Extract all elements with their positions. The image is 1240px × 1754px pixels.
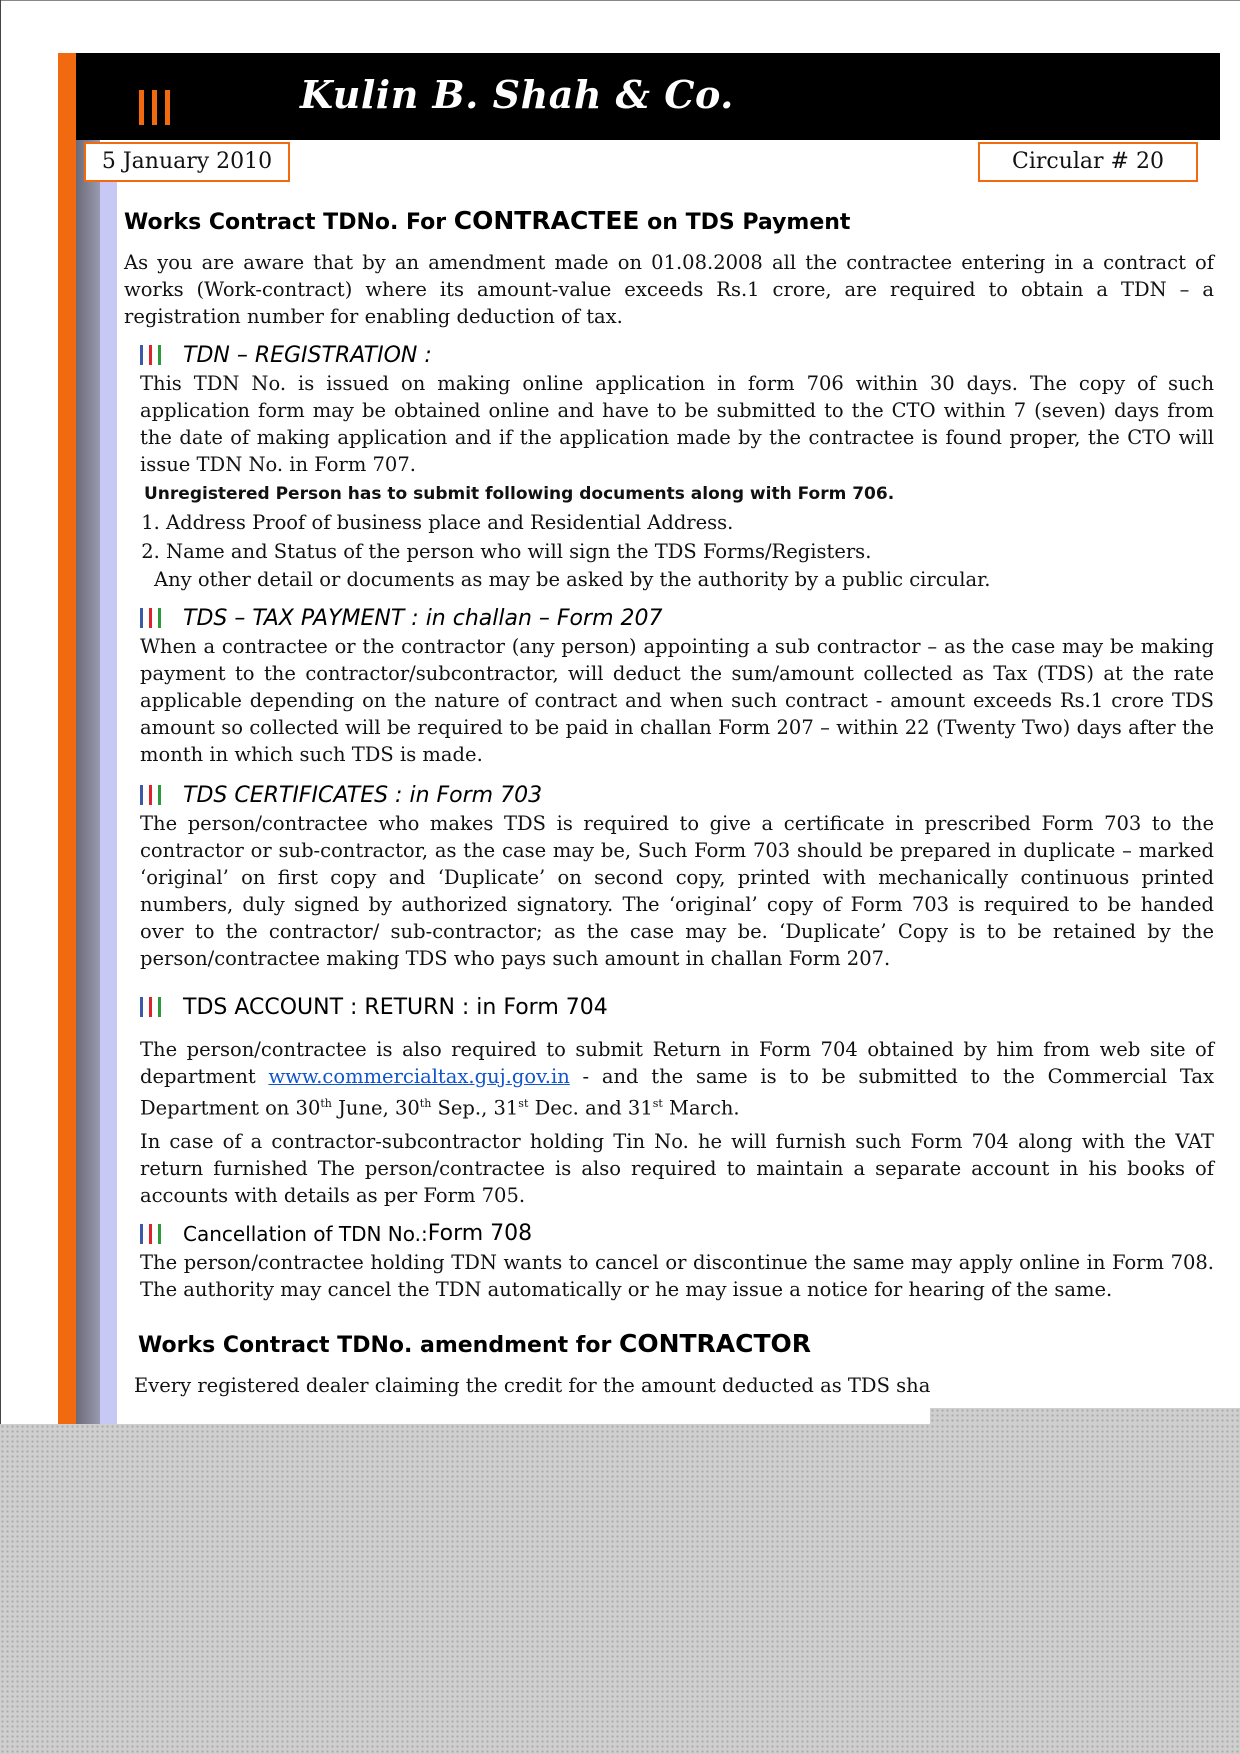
list-item: 2. Name and Status of the person who will sign the TDS Forms/Registers. bbox=[166, 537, 1214, 566]
account-text: The person/contractee is also required to submit Return in Form 704 obtained by him from web site of department bbox=[140, 1038, 1214, 1088]
second-heading-part1: Works Contract TDNo. amendment for bbox=[138, 1332, 619, 1358]
firm-name: Kulin B. Shah & Co. bbox=[300, 72, 734, 117]
section-heading bbox=[140, 780, 1214, 810]
footer-line: Every registered dealer claiming the credit for the amount deducted as TDS sha bbox=[134, 1373, 931, 1397]
date-box: 5 January 2010 bbox=[84, 142, 290, 182]
section-title: TDS – TAX PAYMENT : in challan – Form 207 bbox=[183, 605, 663, 631]
page-border-top bbox=[0, 0, 1240, 1]
gray-mask bbox=[0, 1424, 1240, 1754]
list-item: 1. Address Proof of business place and Residential Address. bbox=[166, 508, 1214, 537]
second-heading bbox=[138, 1329, 1214, 1358]
logo-bars-icon bbox=[139, 90, 170, 125]
section-title: TDN – REGISTRATION : bbox=[183, 342, 432, 368]
section-account bbox=[140, 992, 1214, 1209]
tricolor-bars-icon bbox=[140, 997, 161, 1017]
main-heading-part2: CONTRACTEE bbox=[453, 206, 640, 235]
tricolor-bars-icon bbox=[140, 345, 161, 365]
section-certificates bbox=[140, 780, 1214, 972]
second-heading-part2: CONTRACTOR bbox=[618, 1328, 812, 1358]
section-body: When a contractee or the contractor (any person) appointing a sub contractor – as the case may be making payment to the contractor/subcontractor, will deduct the sum/amount collected as Tax (TDS) at the rate applicable depending on the nature of contract and when such contract - amount exceeds Rs.1 crore TDS amount so collected will be required to be paid in challan Form 207 – within 22 (Twenty Two) days after the month in which such TDS is made. bbox=[140, 635, 1214, 766]
circular-number-box: Circular # 20 bbox=[978, 142, 1198, 182]
main-heading-part3: on TDS Payment bbox=[639, 210, 851, 235]
commercialtax-link[interactable]: www.commercialtax.guj.gov.in bbox=[268, 1065, 570, 1088]
section-registration bbox=[140, 340, 1214, 593]
sub-heading: Unregistered Person has to submit following documents along with Form 706. bbox=[144, 484, 895, 504]
orange-side-bar bbox=[58, 53, 76, 1424]
lavender-side-bar bbox=[100, 182, 117, 1424]
section-heading bbox=[140, 603, 1214, 633]
account-text: Sep., 31 bbox=[431, 1096, 519, 1120]
tricolor-bars-icon bbox=[140, 785, 161, 805]
account-text: March. bbox=[662, 1096, 740, 1120]
section-body: This TDN No. is issued on making online application in form 706 within 30 days. The copy of such application form may be obtained online and have to be submitted to the CTO within 7 (seven) days from the date of making application and if the application made by the contractee is found proper, the CTO will issue TDN No. in Form 707. bbox=[140, 372, 1214, 476]
account-text: June, 30 bbox=[331, 1096, 420, 1120]
tricolor-bars-icon bbox=[140, 608, 161, 628]
intro-paragraph: As you are aware that by an amendment made on 01.08.2008 all the contractee entering in a contract of works (Work-contract) where its amount-value exceeds Rs.1 crore, are required to obtain a TDN – a registration number for enabling deduction of tax. bbox=[124, 251, 1214, 328]
content bbox=[124, 200, 1214, 1399]
section-body-2: In case of a contractor-subcontractor holding Tin No. he will furnish such Form 704 along with the VAT return furnished The person/contractee is also required to maintain a separate account in his books of accounts with details as per Form 705. bbox=[140, 1129, 1214, 1207]
section-heading bbox=[140, 992, 1214, 1022]
section-payment bbox=[140, 603, 1214, 768]
section-title-form: Form 708 bbox=[427, 1221, 533, 1246]
page-border-left bbox=[0, 0, 1, 1424]
section-body: The person/contractee who makes TDS is required to give a certificate in prescribed Form 703 to the contractor or sub-contractor, as the case may be, Such Form 703 should be prepared in duplicate – marked ‘original’ on first copy and ‘Duplicate’ on second copy, printed with mechanically continuous printed numbers, duly signed by authorized signatory. The ‘original’ copy of Form 703 is required to be handed over to the contractor/ sub-contractor; as the case may be. ‘Duplicate’ Copy is to be retained by the person/contractee making TDS who pays such amount in challan Form 207. bbox=[140, 812, 1214, 970]
date-suffix: st bbox=[518, 1097, 529, 1110]
date-suffix: th bbox=[320, 1097, 332, 1110]
account-text: Dec. and 31 bbox=[528, 1096, 653, 1120]
grey-side-bar bbox=[76, 140, 100, 1424]
account-text: - and the same is to be submitted to the Commercial Tax Department on 30 bbox=[140, 1065, 1214, 1120]
tricolor-bars-icon bbox=[140, 1224, 161, 1244]
section-body bbox=[140, 1036, 1214, 1122]
section-cancellation bbox=[140, 1219, 1214, 1303]
section-body: The person/contractee holding TDN wants to cancel or discontinue the same may apply online in Form 708. The authority may cancel the TDN automatically or he may issue a notice for hearing of the same. bbox=[140, 1250, 1214, 1301]
section-title: TDS CERTIFICATES : in Form 703 bbox=[183, 782, 543, 808]
section-heading bbox=[140, 1219, 1214, 1249]
main-heading bbox=[124, 206, 1214, 235]
section-title: Cancellation of TDN No.: bbox=[183, 1221, 428, 1246]
main-heading-part1: Works Contract TDNo. For bbox=[124, 210, 454, 235]
extra-note: Any other detail or documents as may be asked by the authority by a public circular. bbox=[154, 568, 991, 591]
documents-list bbox=[140, 508, 1214, 566]
date-suffix: st bbox=[652, 1097, 663, 1110]
date-suffix: th bbox=[419, 1097, 432, 1110]
section-title: TDS ACCOUNT : RETURN : in Form 704 bbox=[183, 994, 608, 1020]
section-heading bbox=[140, 340, 1214, 370]
